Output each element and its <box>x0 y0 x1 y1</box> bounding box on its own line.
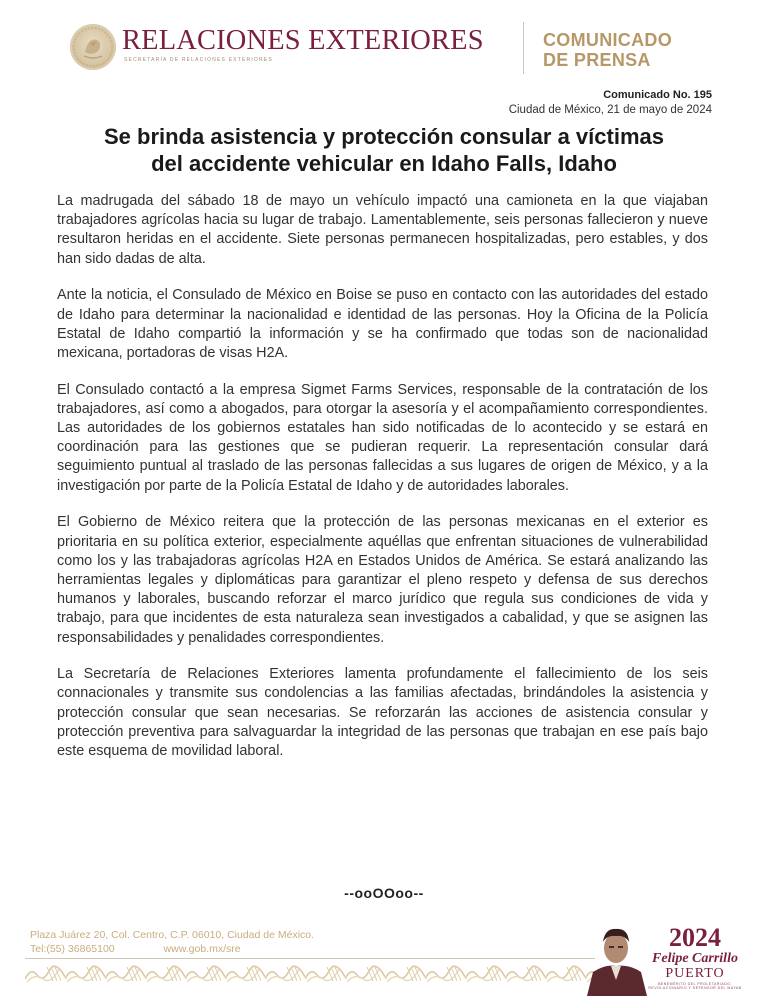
release-number: Comunicado No. 195 <box>603 89 712 101</box>
place-date: Ciudad de México, 21 de mayo de 2024 <box>508 104 712 116</box>
headline-line2: del accidente vehicular en Idaho Falls, Idaho <box>151 151 617 176</box>
closing-mark: --ooOOoo-- <box>344 885 424 901</box>
anniversary-year: 2024 <box>669 923 721 952</box>
footer-address: Plaza Juárez 20, Col. Centro, C.P. 06010, Ciudad de México. <box>30 929 315 941</box>
headline <box>40 123 728 177</box>
letterhead <box>0 0 768 90</box>
decorative-pattern-band <box>25 965 600 983</box>
org-title: RELACIONES EXTERIORES <box>122 24 484 56</box>
press-label-line2: DE PRENSA <box>543 50 651 70</box>
footer-divider <box>25 958 595 959</box>
portrait-image <box>585 922 647 996</box>
paragraph-4: El Gobierno de México reitera que la protección de las personas mexicanas en el exterior es prioritaria en su política exterior, especialmente aquéllas que enfrentan situaciones de vulnerabilidad como los y las trabajadoras agrícolas H2A en Estados Unidos de América. Se estará analizando las herramientas legales y diplomáticas para garantizar el pleno respeto y defensa de sus derechos humanos y laborales, buscando reforzar el marco jurídico que regula sus condiciones de vida y trabajo, para que incidentes de esta naturaleza sean investigados a cabalidad, y que se asignen las responsabilidades y penalidades correspondientes. <box>57 514 708 646</box>
press-release-label <box>543 30 672 70</box>
paragraph-3: El Consulado contactó a la empresa Sigmet Farms Services, responsable de la contratación de los trabajadores, así como a abogados, para otorgar la asesoría y el acompañamiento correspondientes. Las autoridades de los gobiernos estatales han sido notificadas de lo acontecido y se estará en coordinación para las gestiones que se pudieran requerir. La representación consular dará seguimiento puntual al traslado de las personas fallecidas a sus lugares de origen de México, y a la investigación por parte de la Policía Estatal de Idaho y de autoridades laborales. <box>57 381 708 494</box>
paragraph-2: Ante la noticia, el Consulado de México en Boise se puso en contacto con las autoridades del estado de Idaho para determinar la nacionalidad e identidad de las personas. Hoy la Oficina de la Policía Estatal de Idaho compartió la información y se ha confirmado que todas son de nacionalidad mexicana, portadoras de visas H2A. <box>57 287 708 361</box>
headline-line1: Se brinda asistencia y protección consular a víctimas <box>103 124 664 149</box>
anniversary-tagline: BENEMÉRITO DEL PROLETARIADO, REVOLUCIONARIO Y DEFENSOR DEL MAYAB <box>648 982 742 990</box>
paragraph-5: La Secretaría de Relaciones Exteriores lamenta profundamente el fallecimiento de los seis connacionales y transmite sus condolencias a las familias afectadas, brindándoles la asistencia y protección consular que sean necesarias. Se reforzarán las acciones de asistencia consular y protección preventiva para salvaguardar la integridad de las personas que trabajan en ese país bajo este esquema de movilidad laboral. <box>57 666 708 760</box>
anniversary-surname: PUERTO <box>665 966 725 981</box>
body-text <box>57 192 708 779</box>
footer-address-block <box>30 928 314 956</box>
header-divider <box>523 22 524 74</box>
footer-phone: Tel:(55) 36865100 <box>30 943 115 955</box>
org-subtitle: SECRETARÍA DE RELACIONES EXTERIORES <box>124 57 273 63</box>
paragraph-1: La madrugada del sábado 18 de mayo un vehículo impactó una camioneta en la que viajaban trabajadores agrícolas hacia su lugar de trabajo. Lamentablemente, seis personas fallecieron y nueve resultaron heridas en el accidente. Siete personas permanecen hospitalizadas, pero estables, y dos han sido dadas de alta. <box>57 193 708 267</box>
release-meta <box>509 88 712 118</box>
anniversary-logo <box>645 925 745 990</box>
press-label-line1: COMUNICADO <box>543 30 672 50</box>
coat-of-arms-icon <box>70 24 116 70</box>
anniversary-name: Felipe Carrillo <box>652 951 738 966</box>
footer-website: www.gob.mx/sre <box>163 943 241 955</box>
